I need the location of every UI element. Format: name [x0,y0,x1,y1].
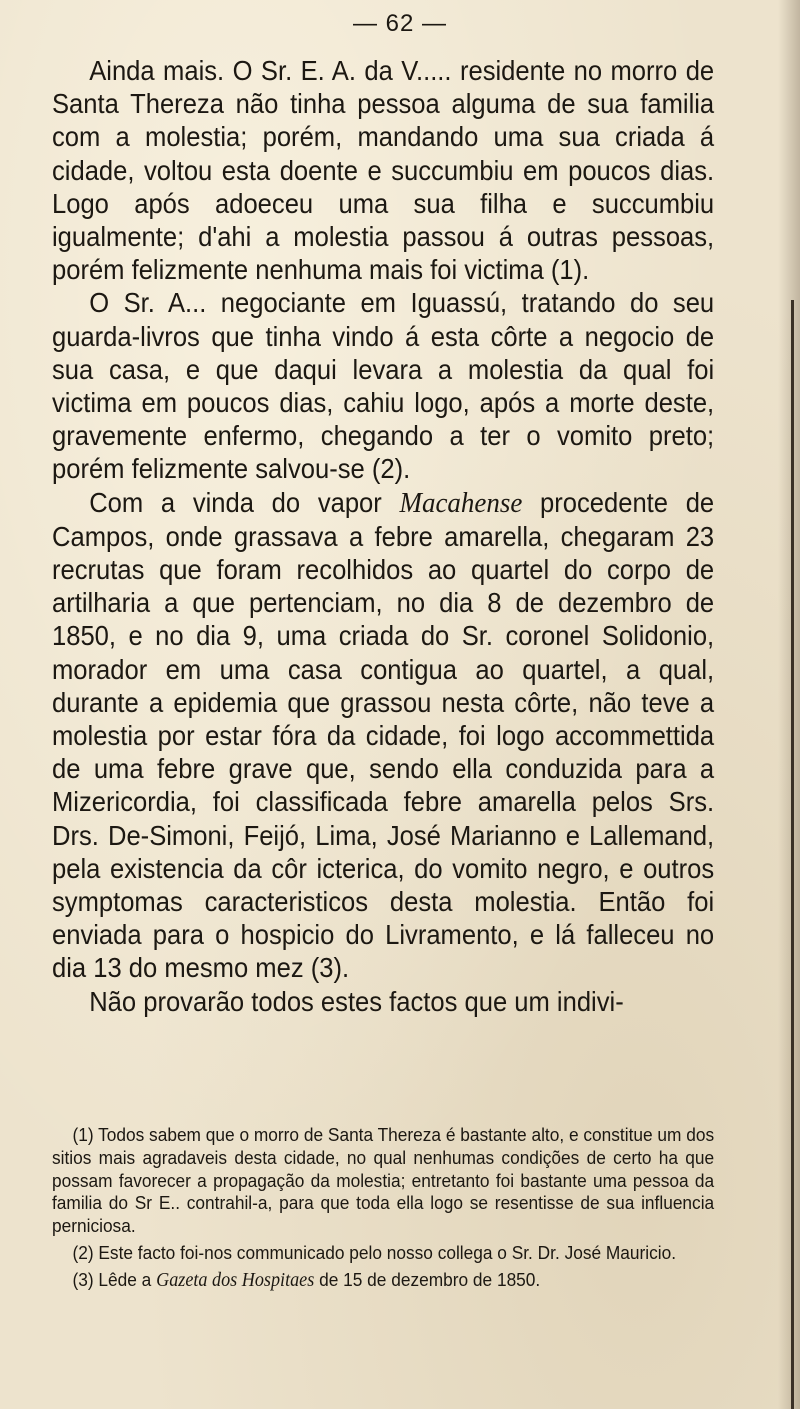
paragraph-1: Ainda mais. O Sr. E. A. da V..... residente no morro de Santa Thereza não tinha pessoa alguma de sua familia com a molestia; porém, mandando uma sua criada á cidade, voltou esta doente e succumbiu em poucos dias. Logo após adoeceu uma sua filha e succumbiu igualmente; d'ahi a molestia passou á outras pessoas, porém felizmente nenhuma mais foi victima (1). [52,55,715,286]
binding-edge-line [791,300,794,1409]
footnotes [52,1124,714,1297]
page-edge-shadow [778,0,800,1409]
footnote-3-start: (3) Lêde a [72,1268,157,1290]
gazette-title: Gazeta dos Hospitaes [156,1269,315,1291]
paragraph-3-rest: procedente de Campos, onde grassava a febre amarella, chegaram 23 recrutas que foram recolhidos ao quartel do corpo de artilharia a que pertenciam, no dia 8 de dezembro de 1850, e no dia 9, uma criada do Sr. coronel Solidonio, morador em uma casa contigua ao quartel, a qual, durante a epidemia que grassou nesta côrte, não teve a molestia por estar fóra da cidade, foi logo accommettida de uma febre grave que, sendo ella conduzida para a Mizericordia, foi classificada febre amarella pelos Srs. Drs. De-Simoni, Feijó, Lima, José Marianno e Lallemand, pela existencia da côr icterica, do vomito negro, e outros symptomas caracteristicos desta molestia. Então foi enviada para o hospicio do Livramento, e lá falleceu no dia 13 do mesmo mez (3). [52,486,715,984]
footnote-2: (2) Este facto foi-nos communicado pelo nosso collega o Sr. Dr. José Mauricio. [72,1241,677,1263]
paragraph-3-start: Com a vinda do vapor [89,486,400,518]
paragraph-2: O Sr. A... negociante em Iguassú, tratando do seu guarda-livros que tinha vindo á esta côrte a negocio de sua casa, e que daqui levara a molestia da qual foi victima em poucos dias, cahiu logo, após a morte deste, gravemente enfermo, chegando a ter o vomito preto; porém felizmente salvou-se (2). [52,287,715,485]
footnote-3 [52,1269,714,1293]
main-text [52,54,714,1018]
footnote-3-rest: de 15 de dezembro de 1850. [314,1268,541,1290]
ship-name: Macahense [399,486,523,519]
paragraph-3 [52,486,714,985]
footnote-1: (1) Todos sabem que o morro de Santa Thereza é bastante alto, e constitue um dos sitios mais agradaveis desta cidade, no qual nenhumas condições de certo ha que possam favorecer a propagação da molestia; entretanto foi bastante uma pessoa da familia do Sr E.. contrahil-a, para que toda ella logo se resentisse de sua influencia perniciosa. [52,1124,715,1237]
paragraph-4: Não provarão todos estes factos que um indivi- [89,985,624,1017]
page-number: — 62 — [352,10,448,37]
